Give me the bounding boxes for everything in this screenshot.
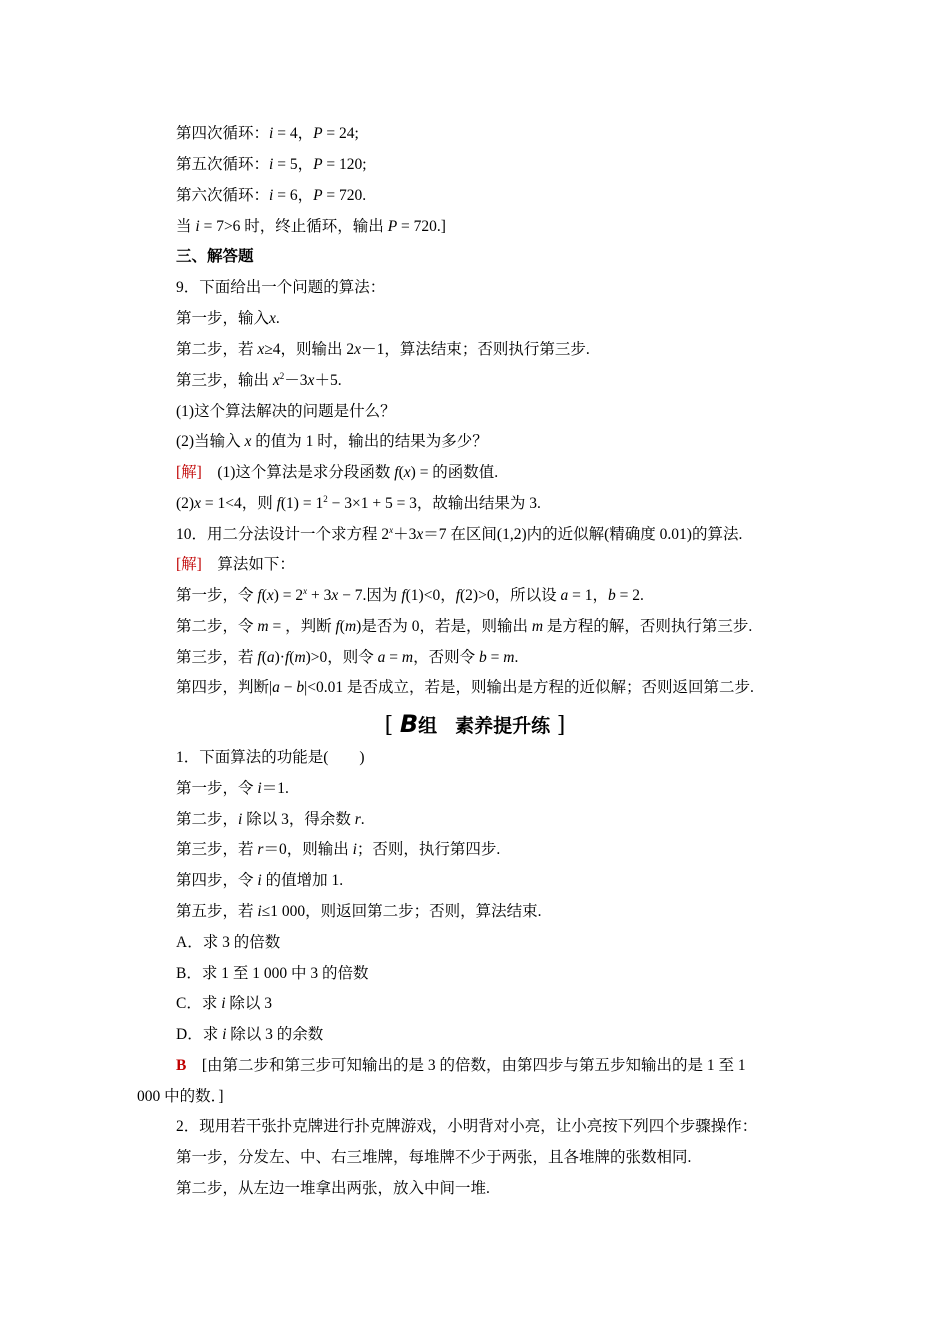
text: = 120; bbox=[322, 156, 367, 173]
text: 的值为 1 时，输出的结果为多少？ bbox=[251, 433, 488, 450]
question-10 bbox=[176, 525, 742, 545]
text: ＝1. bbox=[261, 780, 289, 797]
text: = 24; bbox=[322, 125, 359, 142]
text: = 720.] bbox=[397, 218, 446, 235]
text: . bbox=[360, 811, 365, 828]
sub-question-2 bbox=[176, 432, 488, 452]
text: [由第二步和第三步可知输出的是 3 的倍数，由第四步与第五步知输出的是 1 至 1 bbox=[186, 1057, 746, 1074]
loop-4-line bbox=[176, 124, 359, 144]
text: = bbox=[486, 649, 504, 666]
text: 第五次循环： bbox=[176, 156, 270, 173]
text: − 3×1 + 5 = 3，故输出结果为 3. bbox=[327, 495, 541, 512]
group-b-header bbox=[0, 711, 950, 739]
text: 第一步，令 bbox=[176, 587, 258, 604]
text: 的值增加 1. bbox=[261, 872, 344, 889]
text: ( bbox=[261, 649, 267, 666]
text: − 7.因为 bbox=[338, 587, 402, 604]
text: . bbox=[275, 310, 280, 327]
step-2 bbox=[176, 340, 590, 360]
text: 第一步，输入 bbox=[176, 310, 270, 327]
var-i: i bbox=[269, 187, 274, 204]
func-f: f bbox=[276, 495, 281, 512]
text: (2) bbox=[176, 495, 195, 512]
text: = 1<4，则 bbox=[200, 495, 277, 512]
text: (2)>0，所以设 bbox=[460, 587, 561, 604]
answer-10-intro bbox=[176, 555, 295, 575]
var-x: x bbox=[272, 372, 280, 389]
var-i: i bbox=[222, 1026, 227, 1043]
text: + 3 bbox=[307, 587, 332, 604]
superscript: x bbox=[303, 585, 308, 596]
func-f: f bbox=[401, 587, 406, 604]
var-p: P bbox=[313, 187, 323, 204]
var-x: x bbox=[244, 433, 252, 450]
var-a: a bbox=[266, 649, 275, 666]
answer-letter: B bbox=[176, 1057, 187, 1074]
b1-step-1 bbox=[176, 779, 289, 799]
text: －1，算法结束；否则执行第三步. bbox=[361, 341, 590, 358]
text: ≥4，则输出 2 bbox=[264, 341, 355, 358]
step-3 bbox=[176, 371, 342, 391]
text: (1)这个算法是求分段函数 bbox=[201, 464, 395, 481]
group-label: 组 bbox=[418, 715, 438, 737]
text: |<0.01 是否成立，若是，则输出是方程的近似解；否则返回第二步. bbox=[304, 679, 754, 696]
algo-step-3 bbox=[176, 648, 518, 668]
text: (2)当输入 bbox=[176, 433, 245, 450]
var-m: m bbox=[257, 618, 269, 635]
func-f: f bbox=[257, 649, 262, 666]
text: ) = 2 bbox=[273, 587, 304, 604]
var-m: m bbox=[344, 618, 357, 635]
var-a: a bbox=[560, 587, 569, 604]
text: = 7>6 时，终止循环，输出 bbox=[199, 218, 388, 235]
text: (1) = 1 bbox=[280, 495, 324, 512]
text: 第三步，若 bbox=[176, 841, 258, 858]
var-p: P bbox=[387, 218, 398, 235]
var-x: x bbox=[257, 341, 265, 358]
func-f: f bbox=[257, 587, 262, 604]
text: 除以 3 的余数 bbox=[226, 1026, 324, 1043]
algo-step-4 bbox=[176, 678, 754, 698]
option-d bbox=[176, 1025, 323, 1045]
answer-1 bbox=[176, 463, 498, 483]
text: = ，判断 bbox=[268, 618, 336, 635]
func-f: f bbox=[455, 587, 461, 604]
answer-tag: [解] bbox=[176, 464, 202, 481]
text: 第四步，判断| bbox=[176, 679, 273, 696]
var-i: i bbox=[257, 872, 262, 889]
text: ) = 的函数值. bbox=[410, 464, 499, 481]
superscript: x bbox=[389, 524, 394, 535]
func-f: f bbox=[335, 618, 340, 635]
text: )· bbox=[274, 649, 285, 666]
text: ≤1 000，则返回第二步；否则，算法结束. bbox=[261, 903, 542, 920]
text: 第四次循环： bbox=[176, 125, 270, 142]
step-1 bbox=[176, 309, 280, 329]
sub-question-1: (1)这个算法解决的问题是什么？ bbox=[176, 403, 396, 420]
var-p: P bbox=[313, 125, 323, 142]
loop-6-line bbox=[176, 186, 366, 206]
var-a: a bbox=[377, 649, 386, 666]
text: )是否为 0，若是，则输出 bbox=[356, 618, 532, 635]
var-x: x bbox=[354, 341, 362, 358]
answer-2 bbox=[176, 494, 541, 514]
var-x: x bbox=[416, 526, 424, 543]
var-m: m bbox=[503, 649, 515, 666]
text: − bbox=[279, 679, 297, 696]
text: 除以 3，得余数 bbox=[242, 811, 355, 828]
var-m: m bbox=[294, 649, 306, 666]
text: 第二步，令 bbox=[176, 618, 258, 635]
var-i: i bbox=[269, 156, 274, 173]
option-c bbox=[176, 994, 272, 1014]
text: 第一步，令 bbox=[176, 780, 258, 797]
group-letter: B bbox=[399, 710, 419, 738]
text: 是方程的解，否则执行第三步. bbox=[543, 618, 753, 635]
text: = bbox=[385, 649, 402, 666]
text: . bbox=[514, 649, 519, 666]
text: 第二步，若 bbox=[176, 341, 258, 358]
var-x: x bbox=[269, 310, 276, 327]
text: D．求 bbox=[176, 1026, 223, 1043]
var-b: b bbox=[607, 587, 616, 604]
option-a: A．求 3 的倍数 bbox=[176, 934, 281, 951]
text: ；否则，执行第四步. bbox=[356, 841, 501, 858]
loop-5-line bbox=[176, 155, 367, 175]
text: C．求 bbox=[176, 995, 222, 1012]
text: ( bbox=[339, 618, 345, 635]
var-x: x bbox=[403, 464, 411, 481]
text: )>0，则令 bbox=[305, 649, 378, 666]
text: 当 bbox=[176, 218, 196, 235]
algo-step-1 bbox=[176, 586, 644, 606]
header-title: 素养提升练 bbox=[455, 715, 551, 737]
var-x: x bbox=[307, 372, 315, 389]
func-f: f bbox=[284, 649, 290, 666]
section-heading: 三、解答题 bbox=[176, 248, 254, 265]
text: 第三步，输出 bbox=[176, 372, 273, 389]
b1-step-5 bbox=[176, 902, 541, 922]
text: ＝0，则输出 bbox=[263, 841, 353, 858]
text: 第五步，若 bbox=[176, 903, 258, 920]
var-r: r bbox=[257, 841, 264, 858]
var-i: i bbox=[257, 780, 262, 797]
var-x: x bbox=[194, 495, 201, 512]
var-i: i bbox=[238, 811, 243, 828]
var-i: i bbox=[269, 125, 274, 142]
text: ( bbox=[398, 464, 404, 481]
b1-step-2 bbox=[176, 810, 365, 830]
text: ( bbox=[261, 587, 267, 604]
var-i: i bbox=[195, 218, 200, 235]
bracket-open: [ bbox=[384, 713, 394, 738]
func-f: f bbox=[394, 464, 399, 481]
question-b2: 2．现用若干张扑克牌进行扑克牌游戏，小明背对小亮，让小亮按下列四个步骤操作： bbox=[176, 1118, 758, 1135]
b2-step-2: 第二步，从左边一堆拿出两张，放入中间一堆. bbox=[176, 1180, 490, 1197]
text: = 5， bbox=[273, 156, 314, 173]
text: ＝7 在区间(1,2)内的近似解(精确度 0.01)的算法. bbox=[423, 526, 743, 543]
text: (1)<0， bbox=[405, 587, 456, 604]
text: 除以 3 bbox=[225, 995, 273, 1012]
text: = 1， bbox=[568, 587, 608, 604]
var-i: i bbox=[221, 995, 226, 1012]
var-x: x bbox=[266, 587, 274, 604]
b2-step-1: 第一步，分发左、中、右三堆牌，每堆牌不少于两张，且各堆牌的张数相同. bbox=[176, 1149, 692, 1166]
text: = 720. bbox=[322, 187, 367, 204]
text: ＋5. bbox=[314, 372, 342, 389]
option-b: B．求 1 至 1 000 中 3 的倍数 bbox=[176, 965, 369, 982]
text: 第三步，若 bbox=[176, 649, 258, 666]
var-m: m bbox=[401, 649, 414, 666]
text: = 4， bbox=[273, 125, 314, 142]
superscript: 2 bbox=[279, 370, 285, 381]
text: = 6， bbox=[273, 187, 314, 204]
text: 10．用二分法设计一个求方程 2 bbox=[176, 526, 390, 543]
answer-b1-cont: 000 中的数．] bbox=[137, 1088, 224, 1105]
question-b1: 1．下面算法的功能是( ) bbox=[176, 749, 365, 766]
answer-b1 bbox=[176, 1056, 746, 1076]
text: 第六次循环： bbox=[176, 187, 270, 204]
var-i: i bbox=[352, 841, 357, 858]
text: = 2. bbox=[615, 587, 644, 604]
text: 算法如下： bbox=[201, 556, 295, 573]
text: ＋3 bbox=[393, 526, 417, 543]
var-i: i bbox=[257, 903, 262, 920]
b1-step-3 bbox=[176, 840, 500, 860]
question-9: 9．下面给出一个问题的算法： bbox=[176, 279, 386, 296]
algo-step-2 bbox=[176, 617, 752, 637]
superscript: 2 bbox=[323, 493, 328, 504]
var-b: b bbox=[479, 649, 487, 666]
var-r: r bbox=[354, 811, 361, 828]
var-a: a bbox=[272, 679, 280, 696]
bracket-close: ] bbox=[556, 713, 566, 738]
b1-step-4 bbox=[176, 871, 343, 891]
text: 第二步， bbox=[176, 811, 239, 828]
var-x: x bbox=[331, 587, 339, 604]
text: ( bbox=[289, 649, 295, 666]
answer-tag: [解] bbox=[176, 556, 202, 573]
text: ，否则令 bbox=[413, 649, 480, 666]
var-b: b bbox=[296, 679, 305, 696]
text: 第四步，令 bbox=[176, 872, 258, 889]
text: －3 bbox=[284, 372, 308, 389]
loop-end-line bbox=[176, 217, 446, 237]
var-p: P bbox=[313, 156, 323, 173]
var-m: m bbox=[531, 618, 544, 635]
